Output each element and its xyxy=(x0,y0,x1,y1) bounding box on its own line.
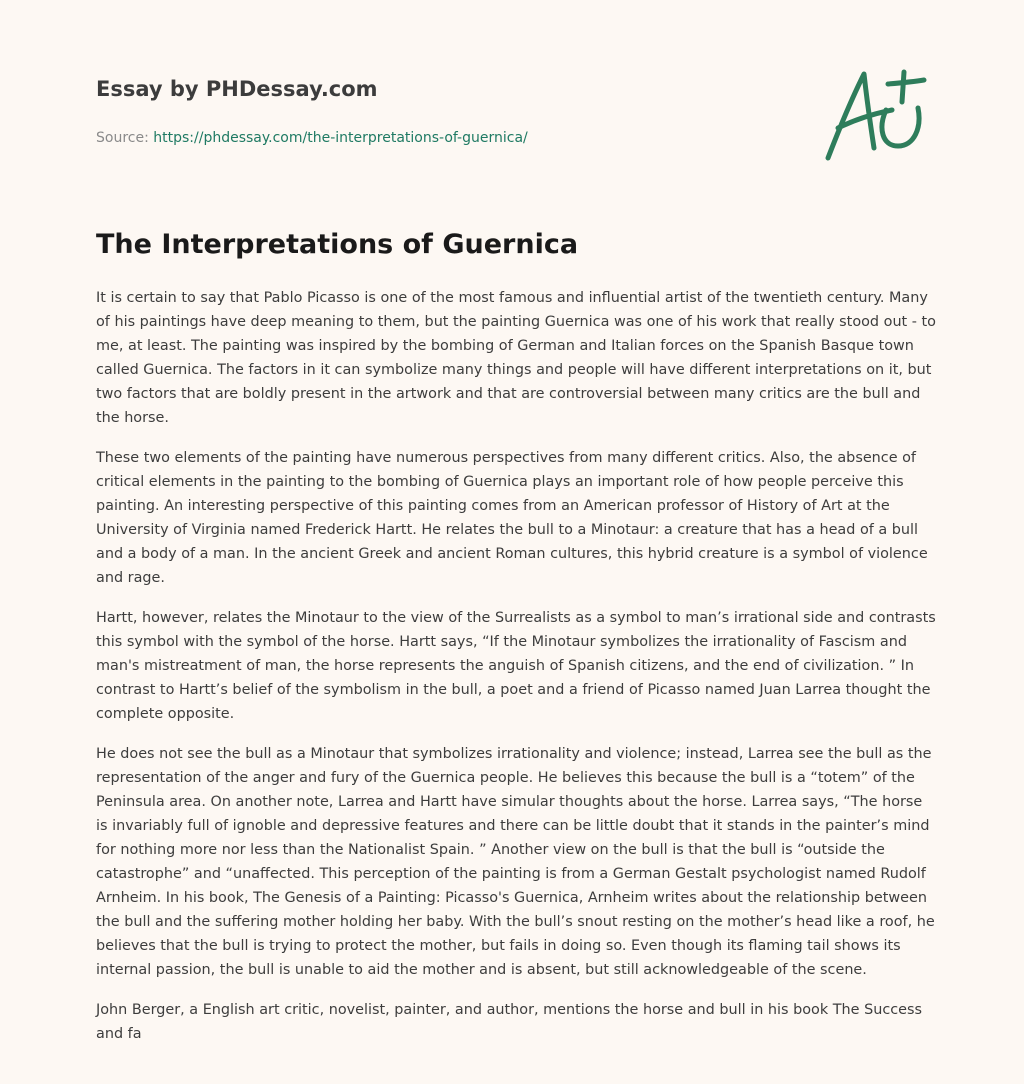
article-paragraph: He does not see the bull as a Minotaur that symbolizes irrationality and violence; instead, Larrea see the bull as the representation of the anger and fury of the Guernica people. He believes this because the bull is a “totem” of the Peninsula area. On another note, Larrea and Hartt have simular thoughts about the horse. Larrea says, “The horse is invariably full of ignoble and depressive features and there can be little doubt that it stands in the painter’s mind for nothing more nor less than the Nationalist Spain. ” Another view on the bull is that the bull is “outside the catastrophe” and “unaffected. This perception of the painting is from a German Gestalt psychologist named Rudolf Arnheim. In his book, The Genesis of a Painting: Picasso's Guernica, Arnheim writes about the relationship between the bull and the suffering mother holding her baby. With the bull’s snout resting on the mother’s head like a roof, he believes that the bull is trying to protect the mother, but fails in doing so. Even though its flaming tail shows its internal passion, the bull is unable to aid the mother and is absent, but still acknowledgeable of the scene. xyxy=(96,746,935,978)
article-paragraph: It is certain to say that Pablo Picasso is one of the most famous and influential artist of the twentieth century. Many of his paintings have deep meaning to them, but the painting Guernica was one of his work that really stood out - to me, at least. The painting was inspired by the bombing of German and Italian forces on the Spanish Basque town called Guernica. The factors in it can symbolize many things and people will have different interpretations on it, but two factors that are boldly present in the artwork and that are controversial between many critics are the bull and the horse. xyxy=(96,290,936,426)
article xyxy=(96,226,936,1062)
source-link[interactable]: https://phdessay.com/the-interpretations-of-guernica/ xyxy=(153,130,528,146)
site-title: Essay by PHDessay.com xyxy=(96,77,378,101)
article-paragraph: These two elements of the painting have numerous perspectives from many different critics. Also, the absence of critical elements in the painting to the bombing of Guernica plays an important role of how people perceive this painting. An interesting perspective of this painting comes from an American professor of History of Art at the University of Virginia named Frederick Hartt. He relates the bull to a Minotaur: a creature that has a head of a bull and a body of a man. In the ancient Greek and ancient Roman cultures, this hybrid creature is a symbol of violence and rage. xyxy=(96,450,928,586)
source-label: Source: xyxy=(96,130,154,146)
a-plus-logo-icon xyxy=(816,62,932,166)
page-header xyxy=(96,74,796,147)
article-paragraph: Hartt, however, relates the Minotaur to the view of the Surrealists as a symbol to man’s irrational side and contrasts this symbol with the symbol of the horse. Hartt says, “If the Minotaur symbolizes the irrationality of Fascism and man's mistreatment of man, the horse represents the anguish of Spanish citizens, and the end of civilization. ” In contrast to Hartt’s belief of the symbolism in the bull, a poet and a friend of Picasso named Juan Larrea thought the complete opposite. xyxy=(96,610,936,722)
article-title: The Interpretations of Guernica xyxy=(96,229,579,260)
article-paragraph: John Berger, a English art critic, novelist, painter, and author, mentions the horse and bull in his book The Success and fa xyxy=(96,1002,923,1042)
source-line xyxy=(96,129,796,147)
